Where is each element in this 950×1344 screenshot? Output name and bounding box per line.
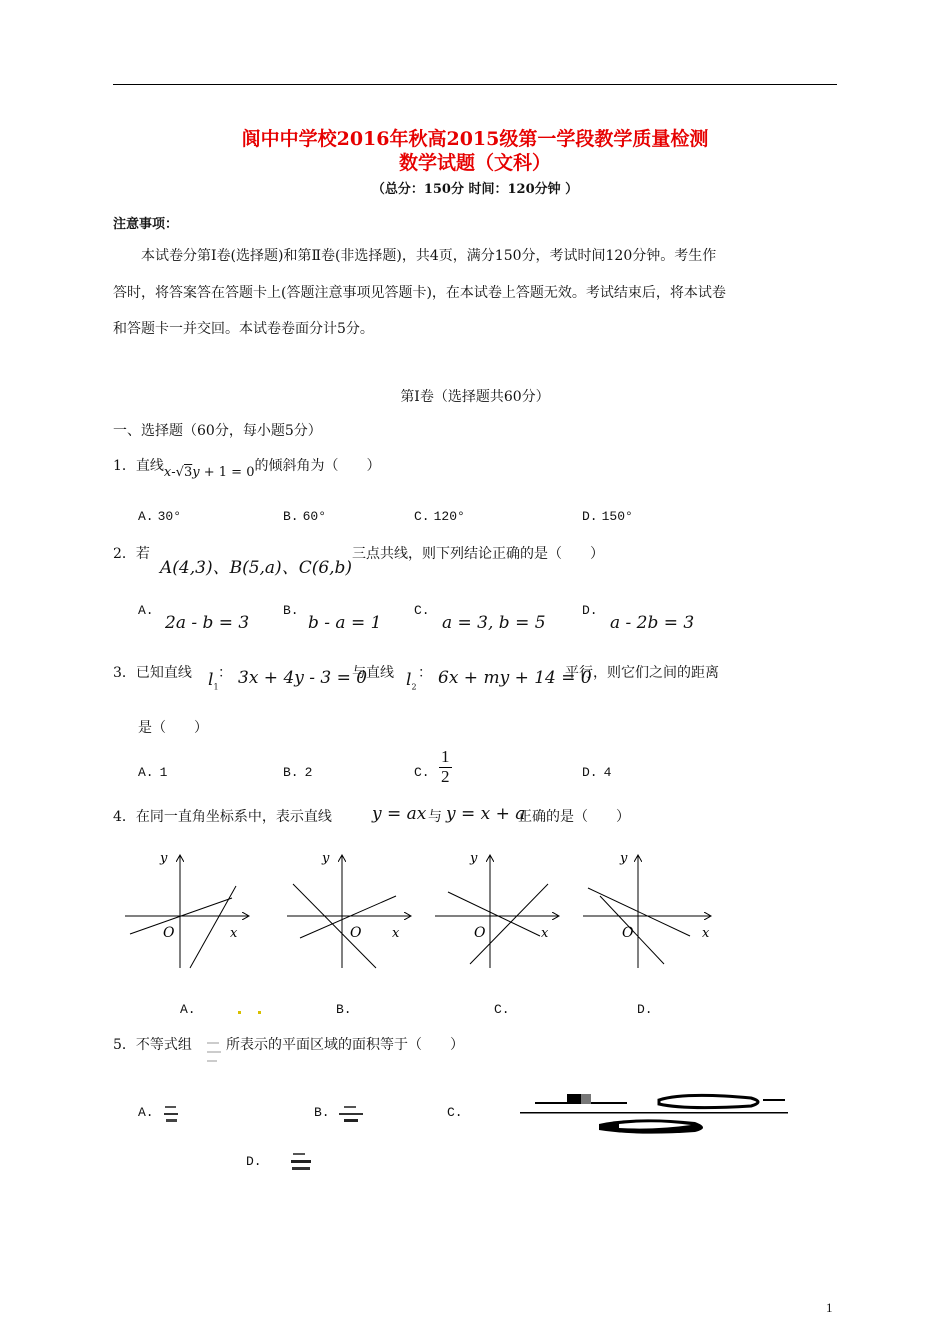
q5-option-a-image: [162, 1103, 182, 1125]
y-label: y: [160, 851, 168, 866]
q2-option-c: a = 3, b = 5: [442, 613, 546, 633]
exam-subtitle: 数学试题（文科）: [398, 152, 551, 174]
q4-graphs: [0, 840, 950, 980]
q2-option-b-label: B.: [283, 603, 299, 618]
notice-line-1: 本试卷分第Ⅰ卷(选择题)和第Ⅱ卷(非选择题)，共4页，满分150分，考试时间120分钟。考生作: [141, 248, 717, 264]
q3-colon-2: ：: [418, 665, 432, 681]
x-label: x: [541, 926, 549, 941]
q1-option-b: B. 60°: [283, 509, 327, 524]
section-heading: 一、选择题（60分，每小题5分）: [113, 423, 322, 439]
artifact-dot: [238, 1011, 241, 1014]
q3-prefix: 3．已知直线: [113, 665, 192, 681]
y-label: y: [322, 851, 330, 866]
line-two: [470, 884, 548, 964]
q4-option-a: A.: [180, 1002, 196, 1017]
q1-prefix: 1．直线: [113, 458, 164, 474]
q5-option-c-image: [515, 1090, 795, 1140]
q2-suffix: 三点共线，则下列结论正确的是（ ）: [352, 546, 604, 562]
q5-option-d-label: D.: [246, 1154, 262, 1169]
q3-continuation: 是（ ）: [138, 720, 208, 736]
exam-title: 阆中中学校2016年秋高2015级第一学段教学质量检测: [241, 128, 709, 150]
q1-stem: [113, 455, 381, 480]
part-one-title: 第Ⅰ卷（选择题共60分）: [400, 389, 550, 405]
q1-option-a: A. 30°: [138, 509, 182, 524]
q3-line1-name: $l_1$: [208, 670, 219, 692]
q3-option-b: B. 2: [283, 765, 313, 780]
q5-option-b-image: [338, 1103, 366, 1125]
x-label: x: [702, 926, 710, 941]
q5-option-d-image: [290, 1150, 314, 1174]
q1-option-c: C. 120°: [414, 509, 465, 524]
q2-option-c-label: C.: [414, 603, 430, 618]
q5-suffix: 所表示的平面区域的面积等于（ ）: [226, 1037, 464, 1053]
line-one: [448, 892, 540, 936]
origin-label: O: [622, 925, 634, 941]
q1-equation: x-√3y + 1 = 0: [163, 465, 255, 480]
q3-mid: 与直线: [352, 665, 394, 681]
q2-option-a-label: A.: [138, 603, 154, 618]
q3-option-a: A. 1: [138, 765, 168, 780]
x-label: x: [230, 926, 238, 941]
origin-label: O: [474, 925, 486, 941]
q3-colon-1: ：: [218, 665, 232, 681]
q4-graph-c: [435, 851, 558, 968]
q4-equation-1: y = ax: [372, 804, 427, 824]
q4-graph-b: [287, 851, 410, 968]
q2-option-d-label: D.: [582, 603, 598, 618]
y-label: y: [470, 851, 478, 866]
q3-option-d: D. 4: [582, 765, 612, 780]
q5-option-a-label: A.: [138, 1105, 154, 1120]
q4-equation-2: y = x + a: [446, 804, 526, 824]
origin-label: O: [163, 925, 175, 941]
q3-equation-1: 3x + 4y - 3 = 0: [238, 668, 368, 688]
q2-option-b: b - a = 1: [308, 613, 382, 633]
q3-suffix: 平行，则它们之间的距离: [565, 665, 719, 681]
fraction-denominator: 2: [441, 766, 450, 786]
exam-meta: （总分：150分 时间：120分钟 ）: [371, 182, 579, 197]
y-label: y: [620, 851, 628, 866]
notice-line-2: 答时，将答案答在答题卡上(答题注意事项见答题卡)，在本试卷上答题无效。考试结束后，将本试卷: [113, 285, 726, 301]
q5-option-b-label: B.: [314, 1105, 330, 1120]
q4-mid: 与: [428, 809, 442, 825]
q4-graph-d: [583, 851, 710, 968]
origin-label: O: [350, 925, 362, 941]
q3-option-c-label: C.: [414, 765, 430, 780]
q4-prefix: 4．在同一直角坐标系中，表示直线: [113, 809, 332, 825]
q2-option-a: 2a - b = 3: [165, 613, 250, 633]
q1-option-d: D. 150°: [582, 509, 633, 524]
q2-points: A(4,3)、B(5,a)、C(6,b): [160, 558, 353, 578]
artifact-dot: [258, 1011, 261, 1014]
q4-option-c: C.: [494, 1002, 510, 1017]
q5-system-image: [204, 1040, 226, 1066]
fraction-numerator: 1: [441, 747, 450, 766]
q4-option-b: B.: [336, 1002, 352, 1017]
line-two: [300, 896, 396, 938]
q5-prefix: 5．不等式组: [113, 1037, 192, 1053]
q5-option-c-label: C.: [447, 1105, 463, 1120]
q4-graph-a: [125, 851, 248, 968]
q2-option-d: a - 2b = 3: [610, 613, 695, 633]
q3-equation-2: 6x + my + 14 = 0: [438, 668, 592, 688]
q1-suffix: 的倾斜角为（ ）: [254, 458, 381, 474]
page-number: 1: [826, 1300, 833, 1315]
x-label: x: [392, 926, 400, 941]
line-one: [588, 888, 690, 936]
line-one: [293, 884, 376, 968]
q4-option-d: D.: [637, 1002, 653, 1017]
header-rule: [113, 84, 837, 85]
q2-prefix: 2．若: [113, 546, 150, 562]
notice-heading: 注意事项：: [113, 217, 179, 232]
notice-line-3: 和答题卡一并交回。本试卷卷面分计5分。: [113, 321, 374, 337]
q3-option-c-fraction: [439, 748, 452, 786]
q3-line2-name: $l_2$: [406, 670, 417, 692]
q4-suffix: 正确的是（ ）: [518, 809, 630, 825]
